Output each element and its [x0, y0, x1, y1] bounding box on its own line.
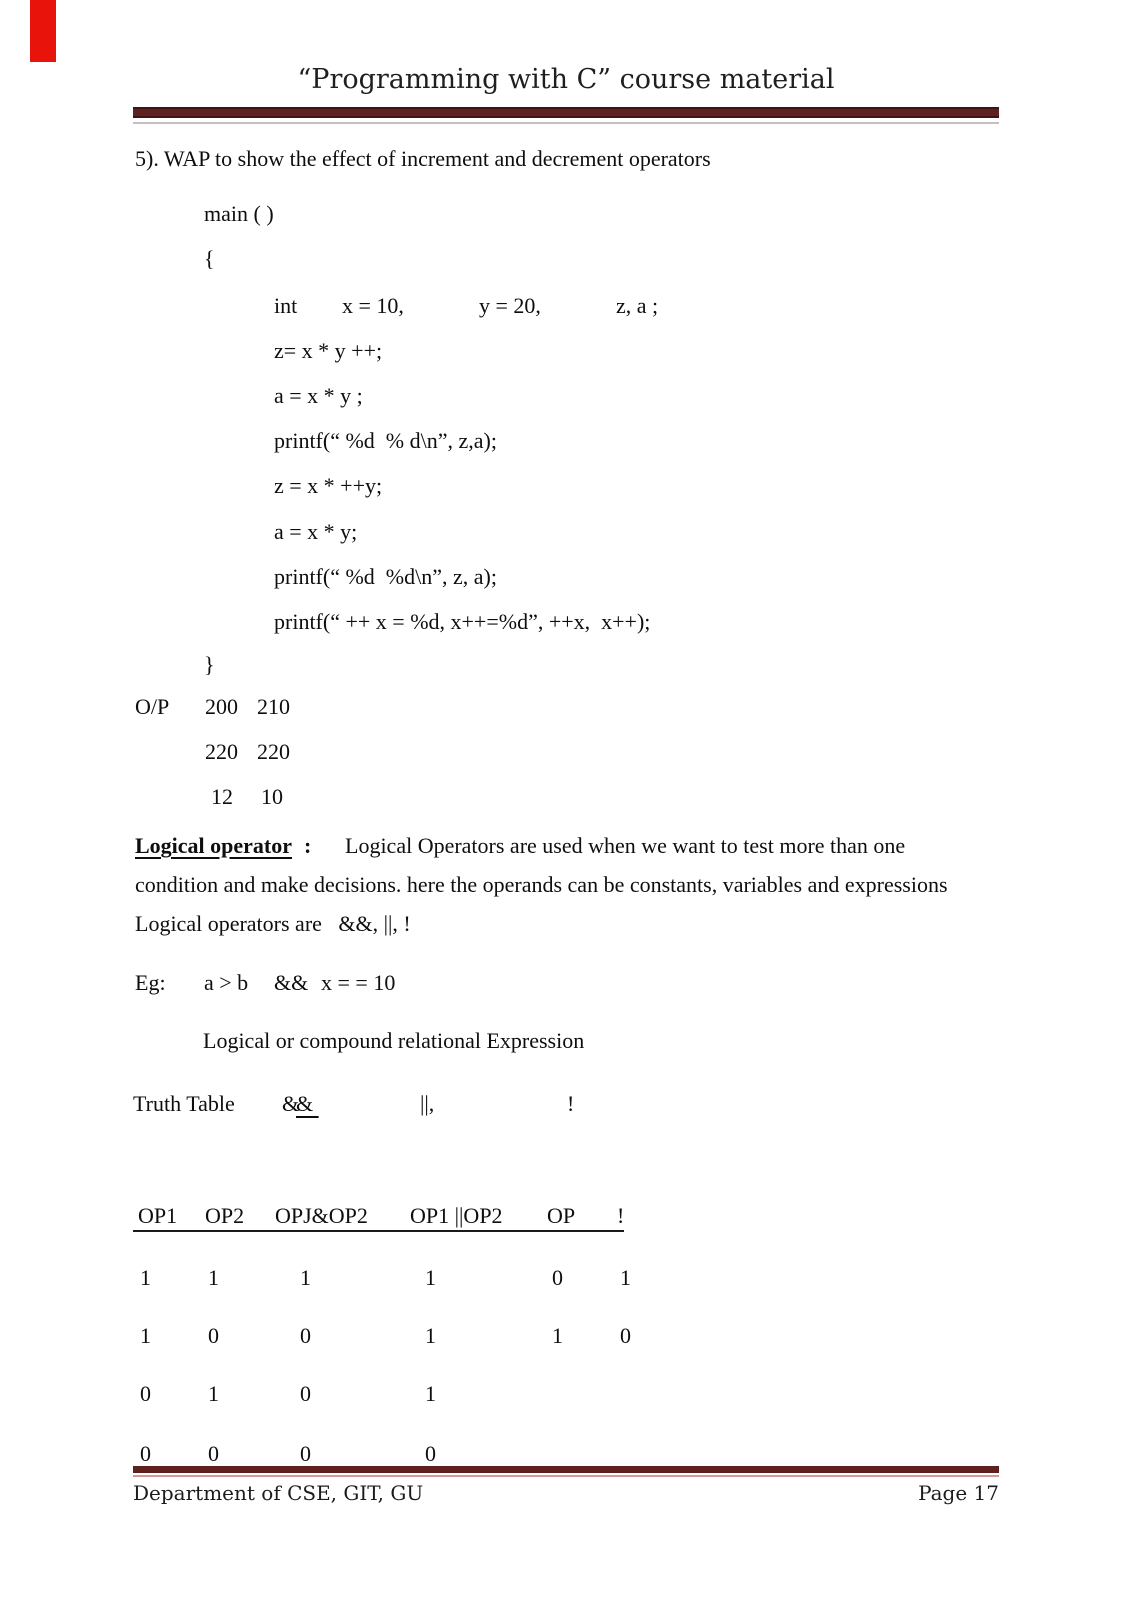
footer-department: Department of CSE, GIT, GU — [133, 1481, 424, 1505]
compound-expression-caption: Logical or compound relational Expression — [203, 1028, 585, 1053]
truth-table-cell: 0 — [208, 1323, 219, 1348]
truth-table-row — [133, 1441, 653, 1467]
output-label: O/P — [135, 694, 170, 719]
truth-table-cell: 1 — [425, 1381, 436, 1406]
logical-paragraph-line-1: Logical Operators are used when we want to test more than one — [345, 833, 906, 858]
truth-table-header: OP — [547, 1203, 576, 1228]
code-decl-y: y = 20, — [479, 293, 541, 318]
truth-and-operator: & — [282, 1091, 300, 1116]
footer-page-number: Page 17 — [918, 1481, 999, 1505]
truth-not-operator: ! — [567, 1091, 575, 1116]
logical-operator-colon: : — [304, 833, 312, 858]
truth-table-cell: 1 — [552, 1323, 563, 1348]
truth-table-cell: 1 — [620, 1265, 631, 1290]
code-line: z = x * ++y; — [274, 473, 383, 498]
example-operator: && — [274, 970, 309, 995]
output-value: 220 — [205, 739, 238, 764]
truth-table-cell: 1 — [300, 1265, 311, 1290]
truth-table-cell: 1 — [140, 1265, 151, 1290]
header-rule-bottom-edge — [133, 116, 999, 118]
truth-table-cell: 1 — [208, 1265, 219, 1290]
truth-table-cell: 0 — [620, 1323, 631, 1348]
code-line: printf(“ %d %d\n”, z, a); — [274, 564, 497, 589]
code-main: main ( ) — [204, 201, 274, 226]
code-close-brace: } — [204, 652, 215, 677]
truth-table-row — [133, 1265, 653, 1291]
code-open-brace: { — [204, 246, 215, 271]
truth-table-cell: 0 — [140, 1381, 151, 1406]
logical-paragraph-line-2: condition and make decisions. here the operands can be constants, variables and expressions — [135, 872, 948, 897]
truth-table-row — [133, 1381, 653, 1407]
code-line: a = x * y ; — [274, 383, 363, 408]
code-decl-keyword: int — [274, 293, 298, 318]
page-title: “Programming with C” course material — [297, 64, 835, 95]
output-value: 210 — [257, 694, 290, 719]
truth-table-header: ! — [617, 1203, 625, 1228]
truth-table-cell: 0 — [425, 1441, 436, 1466]
truth-table-cell: 0 — [300, 1323, 311, 1348]
truth-table-header: OPJ&OP2 — [275, 1203, 368, 1228]
truth-table-cell: 1 — [140, 1323, 151, 1348]
truth-and-operator-underlined: & — [296, 1091, 319, 1116]
header-rule-band — [133, 109, 999, 116]
truth-table-label: Truth Table — [133, 1091, 235, 1116]
question-text: 5). WAP to show the effect of increment and decrement operators — [135, 146, 711, 171]
truth-table-cell: 0 — [140, 1441, 151, 1466]
truth-table-cell: 0 — [552, 1265, 563, 1290]
truth-table-cell: 0 — [208, 1441, 219, 1466]
truth-table-header-row — [133, 1203, 624, 1232]
code-line: printf(“ %d % d\n”, z,a); — [274, 428, 497, 453]
footer — [133, 1481, 999, 1505]
logical-paragraph-line-3: Logical operators are &&, ||, ! — [135, 911, 411, 936]
truth-table-cell: 1 — [425, 1265, 436, 1290]
example-expression-right: x = = 10 — [321, 970, 396, 995]
truth-table-cell: 0 — [300, 1381, 311, 1406]
truth-table-cell: 1 — [425, 1323, 436, 1348]
example-label: Eg: — [135, 970, 166, 995]
logical-operator-heading: Logical operator — [135, 833, 293, 858]
output-value: 12 — [211, 784, 233, 809]
truth-table-cell: 0 — [300, 1441, 311, 1466]
red-marker-bar — [30, 0, 56, 62]
truth-table-row — [133, 1323, 653, 1349]
header-rule-light-line — [133, 122, 999, 124]
output-value: 10 — [261, 784, 283, 809]
output-value: 220 — [257, 739, 290, 764]
footer-rule-band — [133, 1466, 999, 1473]
truth-or-operator: ||, — [420, 1091, 435, 1116]
code-decl-x: x = 10, — [342, 293, 404, 318]
footer-rule-light-line — [133, 1475, 999, 1477]
example-expression-left: a > b — [204, 970, 249, 995]
code-line: printf(“ ++ x = %d, x++=%d”, ++x, x++); — [274, 609, 651, 634]
truth-table-header: OP1 ||OP2 — [410, 1203, 503, 1228]
code-line: z= x * y ++; — [274, 338, 383, 363]
truth-table-cell: 1 — [208, 1381, 219, 1406]
code-line: a = x * y; — [274, 519, 358, 544]
truth-table-header: OP1 — [138, 1203, 178, 1228]
truth-table-header: OP2 — [205, 1203, 245, 1228]
code-decl-z: z, a ; — [616, 293, 659, 318]
output-value: 200 — [205, 694, 238, 719]
